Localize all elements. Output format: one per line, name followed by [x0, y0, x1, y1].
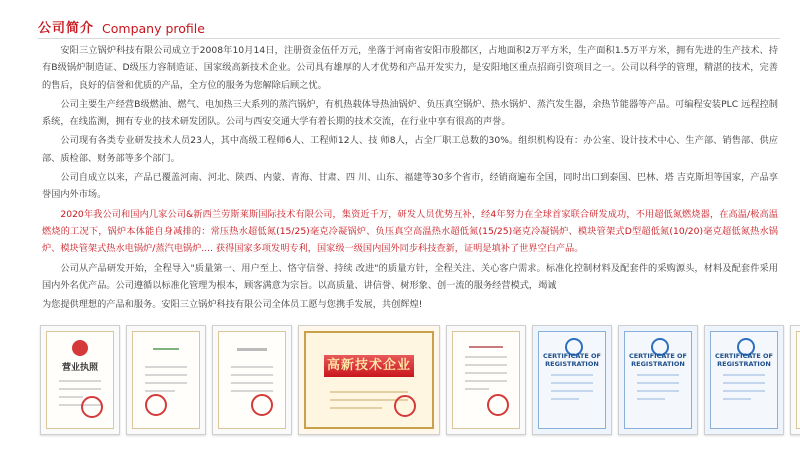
section-title-cn: 公司简介 [38, 21, 95, 36]
certificate-title: CERTIFICATE OF REGISTRATION [714, 352, 774, 368]
paragraph-intro: 安阳三立锅炉科技有限公司成立于2008年10月14日，注册资金伍仟万元，坐落于河南省安阳市殷都区，占地面积2万平方米，生产面积1.5万平方米，拥有先进的生产技术、持有B级锅炉制造证、D级压力容制造证、国家级高新技术企业。公司具有雄厚的人才优势和产品开发实力，是安阳地区重点招商引资项目之一。公司以科学的管理，精湛的技术，完善的售后，良好的信誉和优质的产品，全方位的服务为您解除后顾之忧。 [42, 45, 778, 91]
seal-icon [394, 395, 416, 417]
certificate-registration[interactable] [704, 325, 784, 435]
certificate-title: 营业执照 [61, 363, 98, 373]
certificate-document[interactable] [446, 325, 526, 435]
paragraph-market: 公司自成立以来，产品已覆盖河南、河北、陕西、内蒙、青海、甘肃、四 川、山东、福建等30多个省市，经销商遍布全国，同时出口到泰国、巴林、塔 吉克斯坦等国家，产品享誉国内外市场。 [42, 172, 778, 201]
certificate-title: CERTIFICATE OF REGISTRATION [628, 352, 688, 368]
paragraph-quality: 公司从产品研发开始，全程导入"质量第一、用户至上、恪守信誉、持续 改进"的质量方针，全程关注、关心客户需求。标准化控制材料及配套件的采购源头，材料及配套件采用国内外名优产品。公司遵循以标准化管理为根本，顾客满意为宗旨。以高质量、讲信誉、树形象、创一流的服务经营模式，竭诚 [42, 262, 778, 291]
certificate-document[interactable] [126, 325, 206, 435]
seal-icon [145, 394, 167, 416]
paragraph-closing: 为您提供理想的产品和服务。安阳三立锅炉科技有限公司全体员工愿与您携手发展，共创辉煌! [42, 299, 423, 311]
section-header [38, 12, 780, 36]
certificate-registration[interactable] [532, 325, 612, 435]
seal-icon [81, 396, 103, 418]
section-title-en: Company profile [102, 21, 205, 36]
paragraph-staff: 公司现有各类专业研发技术人员23人，其中高级工程师6人、工程师12人、技 师8人，占全厂职工总数的30%。组织机构设有：办公室、设计技术中心、生产部、销售部、供应部、质检部、财务部等多个部门。 [42, 135, 778, 164]
header-divider [38, 38, 780, 39]
certificate-registration[interactable] [618, 325, 698, 435]
certificate-title: 高新技术企业 [324, 355, 414, 377]
certificate-title: CERTIFICATE OF REGISTRATION [542, 352, 602, 368]
national-emblem-icon [72, 340, 88, 356]
seal-icon [251, 394, 273, 416]
certificate-hitech-enterprise[interactable] [298, 325, 440, 435]
profile-body [42, 42, 778, 315]
certificate-gallery [40, 325, 780, 437]
certificate-document[interactable] [212, 325, 292, 435]
paragraph-products: 公司主要生产经营B级燃油、燃气、电加热三大系列的蒸汽锅炉，有机热载体导热油锅炉、负压真空锅炉、热水锅炉、蒸汽发生器，余热节能器等产品。可编程安装PLC 远程控制系统，在线监测，拥有专业的技术研发团队。公司与西安交通大学有着长期的技术交流，在行业中享有很高的声誉。 [42, 98, 778, 128]
certificate-document[interactable] [790, 325, 800, 435]
paragraph-rnd-highlight: 2020年我公司和国内几家公司&新西兰劳斯莱斯国际技术有限公司，集资近千万，研发人员优势互补，经4年努力在全球首家联合研发成功，不用超低氮燃烧器，在高温/极高温燃烧的工况下，锅炉本体能自身减排的：常压热水超低氮(15/25)毫克冷凝锅炉、负压真空高温热水超低氮(15/25)毫克冷凝锅炉、模块管架式D型超低氮(10/20)毫克超低氮热水锅炉、模块管架式热水电锅炉/蒸汽电锅炉.... 获得国家多项发明专利，国家级一级国内国外同步科技查新，证明是填补了世界空白产品。 [42, 208, 778, 255]
certificate-business-license[interactable] [40, 325, 120, 435]
seal-icon [487, 394, 509, 416]
